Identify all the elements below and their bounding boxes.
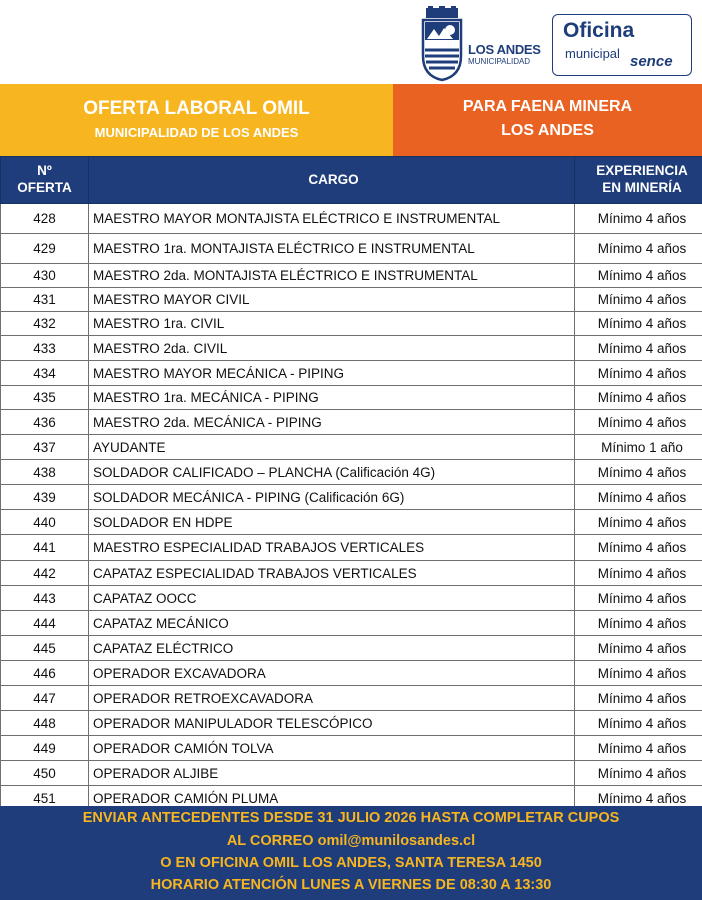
table-row [1,386,702,410]
experience-cell: Mínimo 4 años [575,336,702,361]
experience-cell: Mínimo 4 años [575,485,702,510]
experience-cell: Mínimo 4 años [575,510,702,535]
footer-instructions [0,806,702,900]
cargo-cell: MAESTRO 2da. MECÁNICA - PIPING [89,410,575,435]
cargo-cell: SOLDADOR EN HDPE [89,510,575,535]
experience-cell: Mínimo 4 años [575,711,702,736]
cargo-cell: MAESTRO MAYOR MONTAJISTA ELÉCTRICO E INSTRUMENTAL [89,204,575,234]
experience-cell: Mínimo 4 años [575,386,702,410]
experience-cell: Mínimo 4 años [575,786,702,811]
experience-cell: Mínimo 4 años [575,460,702,485]
table-row [1,312,702,336]
table-row [1,336,702,361]
cargo-cell: OPERADOR RETROEXCAVADORA [89,686,575,711]
experience-cell: Mínimo 4 años [575,204,702,234]
table-row [1,686,702,711]
cargo-cell: MAESTRO 2da. MONTAJISTA ELÉCTRICO E INSTRUMENTAL [89,264,575,288]
cargo-cell: CAPATAZ ESPECIALIDAD TRABAJOS VERTICALES [89,561,575,586]
sence-logo-text: sence [630,53,673,70]
table-row [1,661,702,686]
offer-number-cell: 440 [1,510,89,535]
header-experiencia [575,157,702,204]
cargo-cell: OPERADOR ALJIBE [89,761,575,786]
experience-cell: Mínimo 1 año [575,435,702,460]
footer-line-hours: HORARIO ATENCIÓN LUNES A VIERNES DE 08:30 A 13:30 [150,877,552,893]
cargo-cell: AYUDANTE [89,435,575,460]
offer-number-cell: 446 [1,661,89,686]
cargo-cell: CAPATAZ ELÉCTRICO [89,636,575,661]
experience-cell: Mínimo 4 años [575,288,702,312]
cargo-cell: MAESTRO MAYOR CIVIL [89,288,575,312]
top-logo-bar [0,0,702,84]
table-row [1,204,702,234]
offer-number-cell: 429 [1,234,89,264]
banner-title: OFERTA LABORAL OMIL [83,98,310,119]
offer-number-cell: 450 [1,761,89,786]
table-row [1,234,702,264]
table-row [1,288,702,312]
offer-number-cell: 442 [1,561,89,586]
experience-cell: Mínimo 4 años [575,410,702,435]
experience-cell: Mínimo 4 años [575,312,702,336]
experience-cell: Mínimo 4 años [575,736,702,761]
experience-cell: Mínimo 4 años [575,761,702,786]
banner-faena-line2: LOS ANDES [501,122,594,139]
table-row [1,561,702,586]
table-row [1,410,702,435]
experience-cell: Mínimo 4 años [575,686,702,711]
cargo-cell: CAPATAZ OOCC [89,586,575,611]
offer-number-cell: 436 [1,410,89,435]
offer-number-cell: 428 [1,204,89,234]
experience-cell: Mínimo 4 años [575,535,702,561]
table-row [1,485,702,510]
cargo-cell: MAESTRO 2da. CIVIL [89,336,575,361]
table-row [1,460,702,485]
header-exp-line2: EN MINERÍA [602,180,682,195]
offer-number-cell: 449 [1,736,89,761]
experience-cell: Mínimo 4 años [575,234,702,264]
offer-number-cell: 432 [1,312,89,336]
los-andes-logo-subtitle: MUNICIPALIDAD [468,57,531,66]
offer-number-cell: 430 [1,264,89,288]
experience-cell: Mínimo 4 años [575,586,702,611]
cargo-cell: MAESTRO 1ra. MECÁNICA - PIPING [89,386,575,410]
cargo-cell: MAESTRO 1ra. CIVIL [89,312,575,336]
offer-number-cell: 431 [1,288,89,312]
table-row [1,361,702,386]
cargo-cell: MAESTRO ESPECIALIDAD TRABAJOS VERTICALES [89,535,575,561]
offer-number-cell: 441 [1,535,89,561]
cargo-cell: MAESTRO 1ra. MONTAJISTA ELÉCTRICO E INSTRUMENTAL [89,234,575,264]
footer-line-email: AL CORREO omil@munilosandes.cl [226,833,476,849]
offer-number-cell: 437 [1,435,89,460]
offer-number-cell: 445 [1,636,89,661]
banner-subtitle: MUNICIPALIDAD DE LOS ANDES [94,125,299,140]
table-row [1,586,702,611]
table-row [1,264,702,288]
oficina-logo-subtitle: municipal [565,46,620,61]
table-row [1,435,702,460]
experience-cell: Mínimo 4 años [575,561,702,586]
cargo-cell: MAESTRO MAYOR MECÁNICA - PIPING [89,361,575,386]
banner-faena-line1: PARA FAENA MINERA [462,98,633,115]
los-andes-logo-title: LOS ANDES [468,42,541,57]
offer-number-cell: 433 [1,336,89,361]
cargo-cell: SOLDADOR MECÁNICA - PIPING (Calificación 6G) [89,485,575,510]
table-row [1,611,702,636]
table-row [1,510,702,535]
header-num-oferta [1,157,89,204]
footer-line-office: O EN OFICINA OMIL LOS ANDES, SANTA TERESA 1450 [160,855,542,871]
experience-cell: Mínimo 4 años [575,361,702,386]
offer-number-cell: 434 [1,361,89,386]
experience-cell: Mínimo 4 años [575,661,702,686]
table-row [1,711,702,736]
experience-cell: Mínimo 4 años [575,264,702,288]
table-row [1,736,702,761]
banner-faena [393,84,702,156]
offer-number-cell: 439 [1,485,89,510]
header-exp-line1: EXPERIENCIA [596,163,688,179]
offer-number-cell: 447 [1,686,89,711]
oficina-municipal-logo [552,14,692,76]
offer-number-cell: 444 [1,611,89,636]
cargo-cell: OPERADOR CAMIÓN TOLVA [89,736,575,761]
cargo-cell: SOLDADOR CALIFICADO – PLANCHA (Calificación 4G) [89,460,575,485]
offer-number-cell: 451 [1,786,89,811]
table-row [1,636,702,661]
oficina-logo-title: Oficina [563,19,635,42]
header-num-line1: Nº [37,163,52,179]
table-row [1,761,702,786]
experience-cell: Mínimo 4 años [575,636,702,661]
experience-cell: Mínimo 4 años [575,611,702,636]
cargo-cell: CAPATAZ MECÁNICO [89,611,575,636]
cargo-cell: OPERADOR MANIPULADOR TELESCÓPICO [89,711,575,736]
offer-number-cell: 448 [1,711,89,736]
los-andes-logo [420,6,544,82]
header-num-line2: OFERTA [17,180,72,195]
offer-number-cell: 435 [1,386,89,410]
footer-line-dates: ENVIAR ANTECEDENTES DESDE 31 JULIO 2026 HASTA COMPLETAR CUPOS [82,810,620,826]
cargo-cell: OPERADOR EXCAVADORA [89,661,575,686]
table-row [1,535,702,561]
cargo-cell: OPERADOR CAMIÓN PLUMA [89,786,575,811]
table-body [1,204,702,811]
offer-number-cell: 443 [1,586,89,611]
table-header-row [1,157,702,204]
job-offers-table [0,156,702,811]
header-cargo: CARGO [89,157,575,204]
banner-omil [0,84,393,156]
municipal-crest-icon [420,6,464,82]
offer-number-cell: 438 [1,460,89,485]
